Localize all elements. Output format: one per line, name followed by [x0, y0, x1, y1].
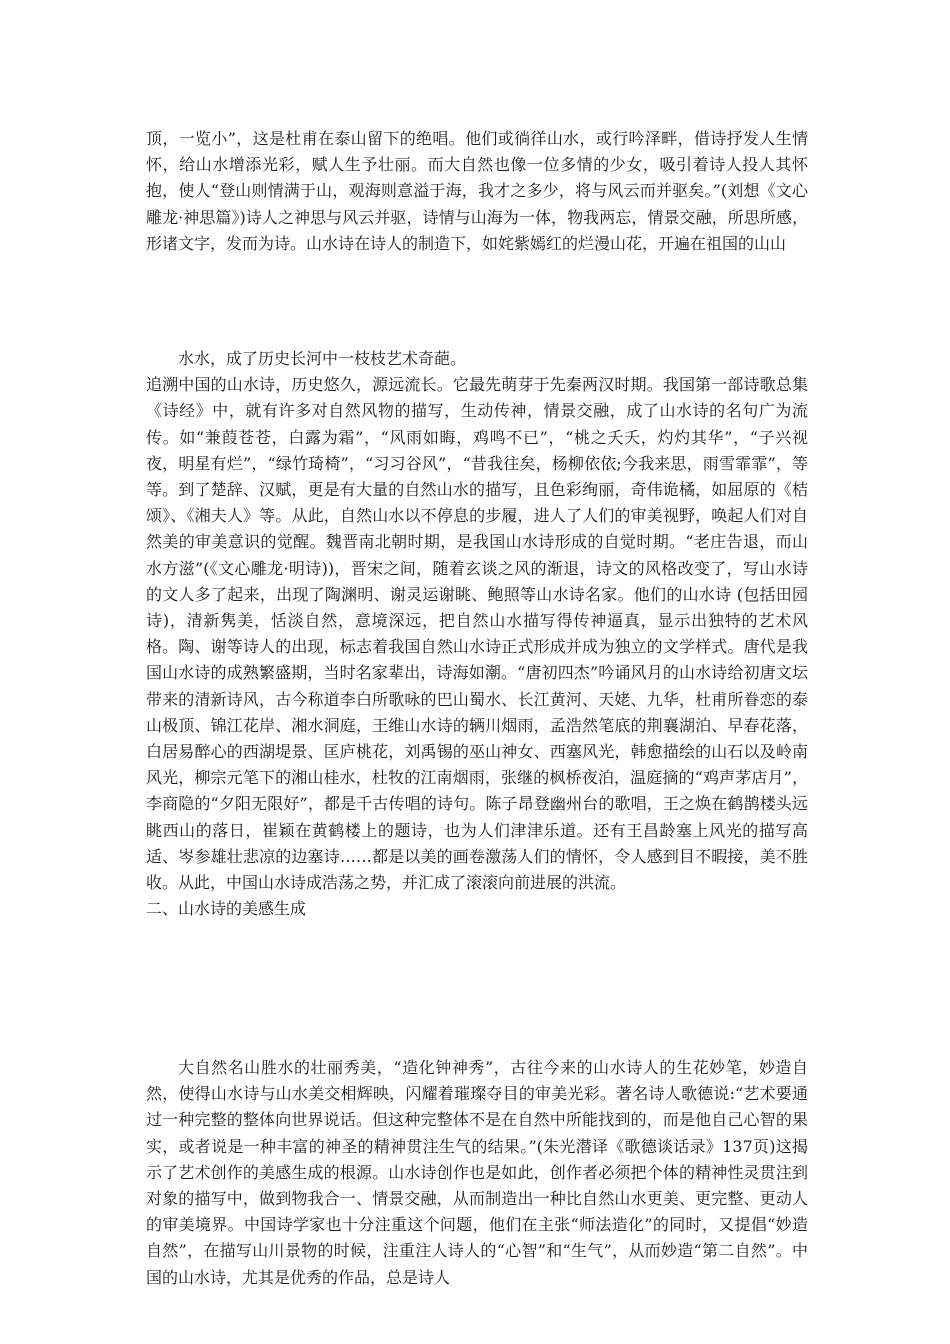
paragraph-text: 顶，一览小”，这是杜甫在泰山留下的绝唱。他们或徜徉山水，或行吟泽畔，借诗抒发人生情怀，给山水增添光彩，赋人生予壮丽。而大自然也像一位多情的少女，吸引着诗人投人其怀抱，使人“登山则情满于山，观海则意溢于海，我才之多少，将与风云而并驱矣。”(刘想《文心雕龙·神思篇》)诗人之神思与风云并驱，诗情与山海为一体，物我两忘，情景交融，所思所感，形诸文字，发而为诗。山水诗在诗人的制造下，如姹紫嫣红的烂漫山花，开遍在祖国的山山 — [146, 129, 808, 253]
paragraph-history — [146, 346, 808, 896]
paragraph-text: 追溯中国的山水诗，历史悠久，源远流长。它最先萌芽于先秦两汉时期。我国第一部诗歌总集《诗经》中，就有许多对自然风物的描写，生动传神，情景交融，成了山水诗的名句广为流传。如“兼葭苍苍，白露为霜”，“风雨如晦，鸡鸣不已”，“桃之夭夭，灼灼其华”，“子兴视夜，明星有烂”，“绿竹琦椅”，“习习谷风”，“昔我往矣，杨柳依依;今我来思，雨雪霏霏”，等等。到了楚辞、汉赋，更是有大量的自然山水的描写，且色彩绚丽，奇伟诡橘，如屈原的《桔颂》、《湘夫人》等。从此，自然山水以不停息的步履，进人了人们的审美视野，唤起人们对自然美的审美意识的觉醒。魏晋南北朝时期，是我国山水诗形成的自觉时期。“老庄告退，而山水方滋”(《文心雕龙·明诗))，晋宋之间，随着玄谈之风的渐退，诗文的风格改变了，写山水诗的文人多了起来，出现了陶渊明、谢灵运谢眺、鲍照等山水诗名家。他们的山水诗 (包括田园诗)，清新隽美，恬淡自然，意境深远，把自然山水描写得传神逼真，显示出独特的艺术风格。陶、谢等诗人的出现，标志着我国自然山水诗正式形成并成为独立的文学样式。唐代是我国山水诗的成熟繁盛期，当时名家辈出，诗海如潮。“唐初四杰”吟诵风月的山水诗给初唐文坛带来的清新诗风，古今称道李白所歌咏的巴山蜀水、长江黄河、天姥、九华，杜甫所眷恋的泰山极顶、锦江花岸、湘水洞庭，王维山水诗的辆川烟雨，孟浩然笔底的荆襄湖泊、早春花落，白居易醉心的西湖堤景、匡庐桃花，刘禹锡的巫山神女、西塞风光，韩愈描绘的山石以及岭南风光，柳宗元笔下的湘山桂水，杜牧的江南烟雨，张继的枫桥夜泊，温庭摘的“鸡声茅店月”，李商隐的“夕阳无限好”，都是千古传唱的诗句。陈子昂登幽州台的歌唱，王之焕在鹤鹊楼头远眺西山的落日，崔颖在黄鹤楼上的题诗，也为人们津津乐道。还有王昌龄塞上风光的描写高适、岑参雄壮悲凉的边塞诗……都是以美的画卷激荡人们的情怀，令人感到目不暇接，美不胜收。从此，中国山水诗成浩荡之势，并汇成了滚滚向前进展的洪流。 — [146, 375, 808, 893]
paragraph-first-line: 水水，成了历史长河中一枝枝艺术奇葩。 — [178, 349, 467, 368]
section-heading-text: 二、山水诗的美感生成 — [146, 899, 307, 918]
section-heading — [146, 896, 808, 922]
paragraph-aesthetics — [146, 1055, 808, 1291]
paragraph-text: 大自然名山胜水的壮丽秀美，“造化钟神秀”，古往今来的山水诗人的生花妙笔，妙造自然，使得山水诗与山水美交相辉映，闪耀着璀璨夺目的审美光彩。著名诗人歌德说:“艺术要通过一种完整的整体向世界说话。但这种完整体不是在自然中所能找到的，而是他自己心智的果实，或者说是一种丰富的神圣的精神贯注生气的结果。”(朱光潜译《歌德谈话录》137页)这揭示了艺术创作的美感生成的根源。山水诗创作也是如此，创作者必须把个体的精神性灵贯注到对象的描写中，做到物我合一、情景交融，从而制造出一种比自然山水更美、更完整、更动人的审美境界。中国诗学家也十分注重这个问题，他们在主张“师法造化”的同时，又提倡“妙造自然”，在描写山川景物的时候，注重注人诗人的“心智”和“生气”，从而妙造“第二自然”。中国的山水诗，尤其是优秀的作品，总是诗人 — [146, 1058, 808, 1287]
paragraph-intro-continuation — [146, 126, 808, 257]
